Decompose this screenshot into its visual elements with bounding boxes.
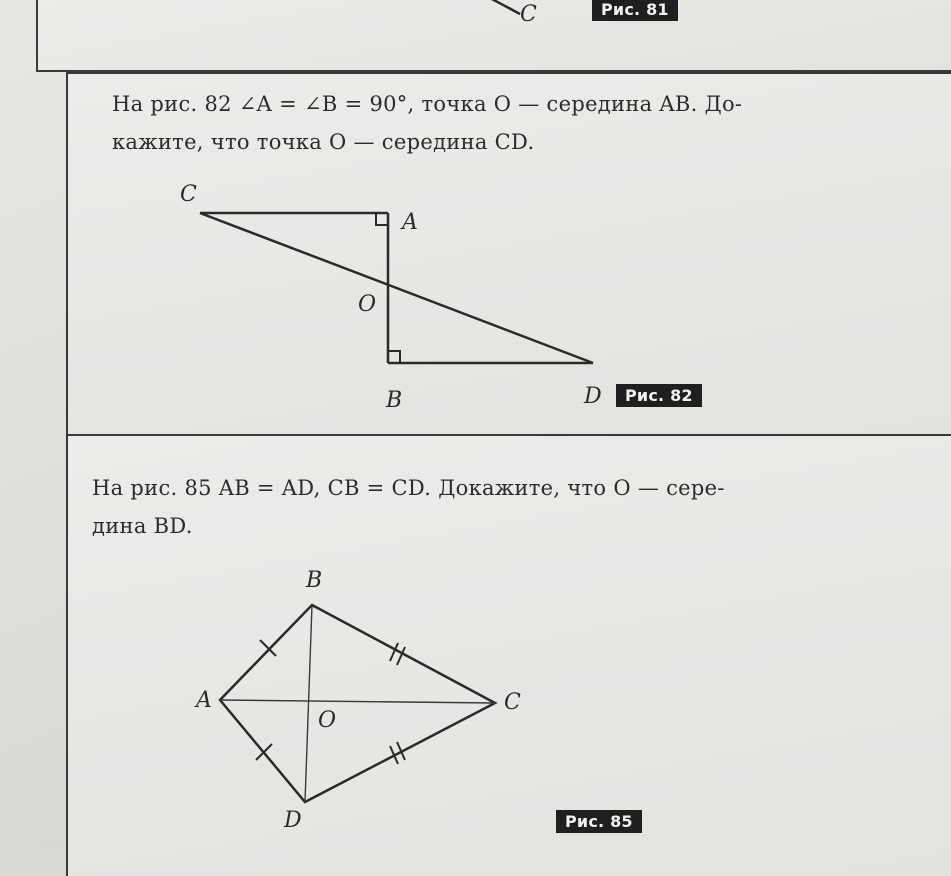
fig82-label-b: B	[386, 388, 403, 413]
problem-85-line-1: На рис. 85 AB = AD, CB = CD. Докажите, что O — сере-	[92, 476, 725, 500]
problem-82-line-2: кажите, что точка O — середина CD.	[112, 130, 535, 154]
fig85-label-b: B	[306, 568, 323, 593]
fig85-diagonal-bd	[305, 605, 312, 802]
problem-85-line-2: дина BD.	[92, 514, 193, 538]
figure-85-badge: Рис. 85	[556, 810, 642, 833]
fig82-label-a: A	[402, 210, 418, 235]
fig82-label-d: D	[584, 384, 602, 409]
fig85-label-a: A	[196, 688, 212, 713]
problem-82-line-1: На рис. 82 ∠A = ∠B = 90°, точка O — середина AB. До-	[112, 92, 743, 116]
fig85-label-o: O	[318, 708, 337, 733]
fig85-diagonal-ac	[220, 700, 495, 703]
fig85-label-c: C	[504, 690, 521, 715]
fig85-label-d: D	[284, 808, 302, 833]
fig82-label-c: C	[180, 182, 197, 207]
fig85-quadrilateral	[220, 605, 495, 802]
fig85-tick-ab	[260, 640, 276, 656]
figure-81-badge: Рис. 81	[592, 0, 678, 21]
fig81-label-c: C	[520, 2, 537, 27]
figure-82-badge: Рис. 82	[616, 384, 702, 407]
fig85-tick-bc-1	[390, 643, 398, 661]
fig82-label-o: O	[358, 292, 377, 317]
fig85-tick-bc-2	[397, 647, 405, 665]
